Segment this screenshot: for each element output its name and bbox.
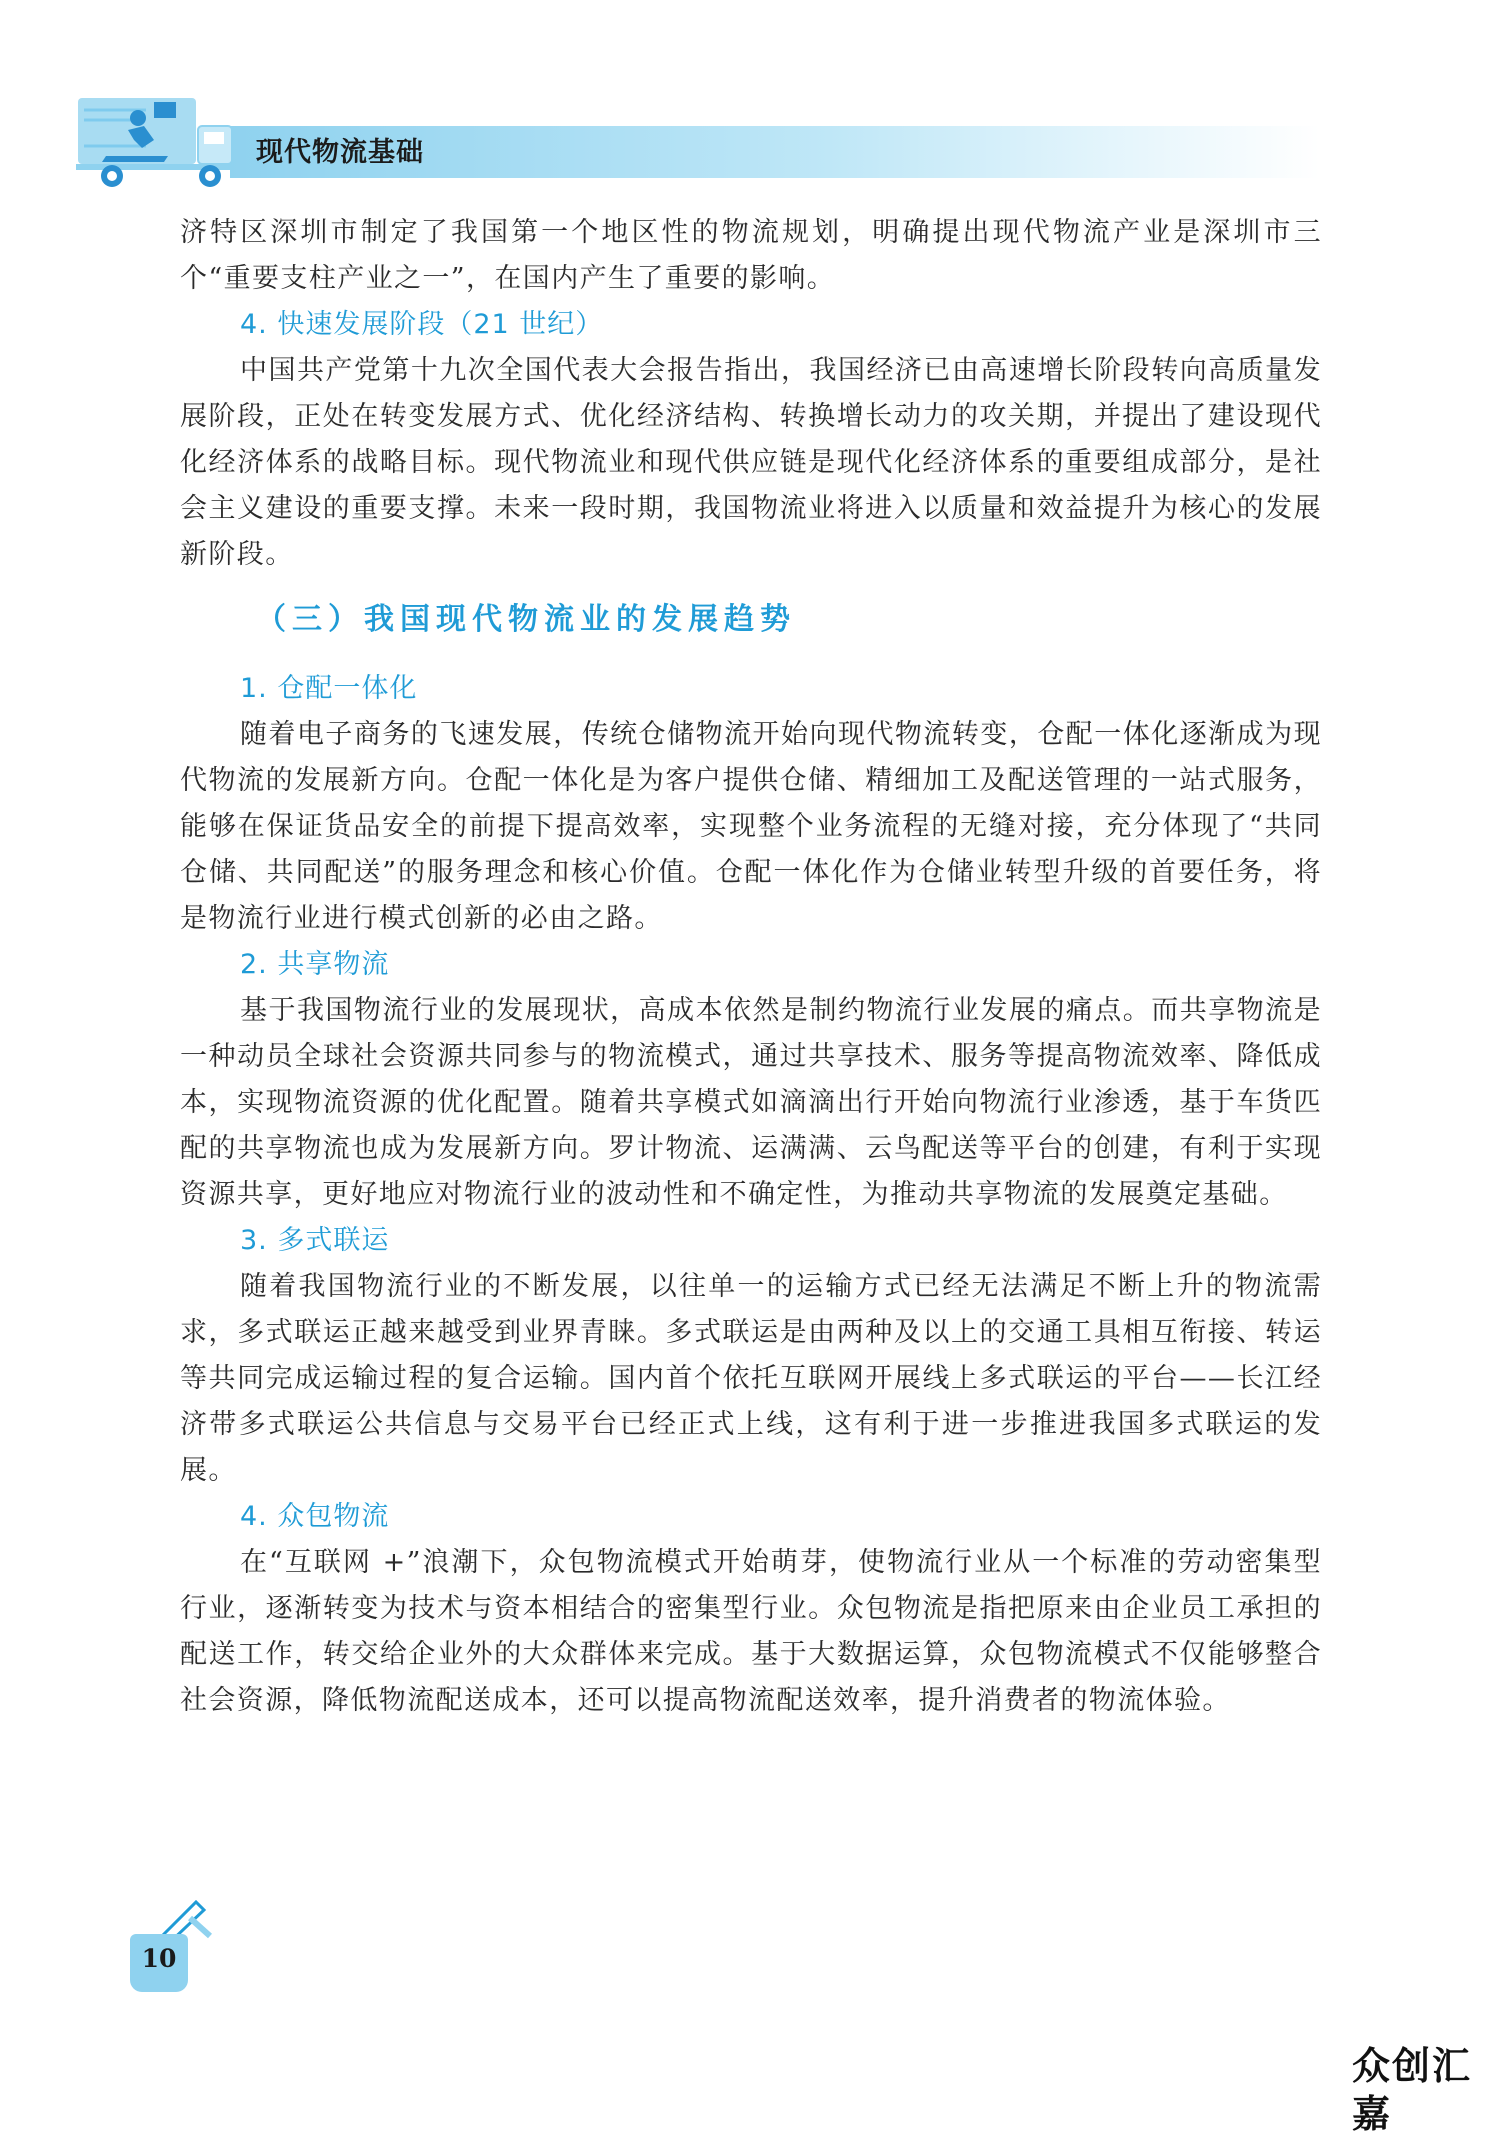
section-title-trends: （三）我国现代物流业的发展趋势 bbox=[256, 602, 796, 637]
paragraph-trend-1: 随着电子商务的飞速发展，传统仓储物流开始向现代物流转变，仓配一体化逐渐成为现代物流的发展新方向。仓配一体化是为客户提供仓储、精细加工及配送管理的一站式服务，能够在保证货品安全的前提下提高效率，实现整个业务流程的无缝对接，充分体现了“共同仓储、共同配送”的服务理念和核心价值。仓配一体化作为仓储业转型升级的首要任务，将是物流行业进行模式创新的必由之路。 bbox=[180, 719, 1322, 934]
subheading-trend-3: 3. 多式联运 bbox=[240, 1225, 390, 1256]
page-number: 10 bbox=[141, 1944, 177, 1973]
subheading-trend-1: 1. 仓配一体化 bbox=[240, 673, 418, 704]
paragraph-stage-4: 中国共产党第十九次全国代表大会报告指出，我国经济已由高速增长阶段转向高质量发展阶段，正处在转变发展方式、优化经济结构、转换增长动力的攻关期，并提出了建设现代化经济体系的战略目标。现代物流业和现代供应链是现代化经济体系的重要组成部分，是社会主义建设的重要支撑。未来一段时期，我国物流业将进入以质量和效益提升为核心的发展新阶段。 bbox=[180, 355, 1322, 570]
page-content bbox=[180, 210, 1322, 1724]
subheading-stage-4: 4. 快速发展阶段（21 世纪） bbox=[240, 309, 604, 340]
subheading-trend-2: 2. 共享物流 bbox=[240, 949, 390, 980]
book-title: 现代物流基础 bbox=[256, 137, 424, 168]
watermark-text: 众创汇嘉 bbox=[1352, 2044, 1473, 2136]
paragraph-trend-2: 基于我国物流行业的发展现状，高成本依然是制约物流行业发展的痛点。而共享物流是一种动员全球社会资源共同参与的物流模式，通过共享技术、服务等提高物流效率、降低成本，实现物流资源的优化配置。随着共享模式如滴滴出行开始向物流行业渗透，基于车货匹配的共享物流也成为发展新方向。罗计物流、运满满、云鸟配送等平台的创建，有利于实现资源共享，更好地应对物流行业的波动性和不确定性，为推动共享物流的发展奠定基础。 bbox=[180, 995, 1322, 1210]
paragraph-continued: 济特区深圳市制定了我国第一个地区性的物流规划，明确提出现代物流产业是深圳市三个“重要支柱产业之一”，在国内产生了重要的影响。 bbox=[180, 217, 1322, 294]
subheading-trend-4: 4. 众包物流 bbox=[240, 1501, 390, 1532]
paragraph-trend-3: 随着我国物流行业的不断发展，以往单一的运输方式已经无法满足不断上升的物流需求，多式联运正越来越受到业界青睐。多式联运是由两种及以上的交通工具相互衔接、转运等共同完成运输过程的复合运输。国内首个依托互联网开展线上多式联运的平台——长江经济带多式联运公共信息与交易平台已经正式上线，这有利于进一步推进我国多式联运的发展。 bbox=[180, 1271, 1322, 1486]
paragraph-trend-4: 在“互联网 +”浪潮下，众包物流模式开始萌芽，使物流行业从一个标准的劳动密集型行业，逐渐转变为技术与资本相结合的密集型行业。众包物流是指把原来由企业员工承担的配送工作，转交给企业外的大众群体来完成。基于大数据运算，众包物流模式不仅能够整合社会资源，降低物流配送成本，还可以提高物流配送效率，提升消费者的物流体验。 bbox=[180, 1547, 1322, 1716]
delivery-truck-icon bbox=[76, 96, 236, 192]
